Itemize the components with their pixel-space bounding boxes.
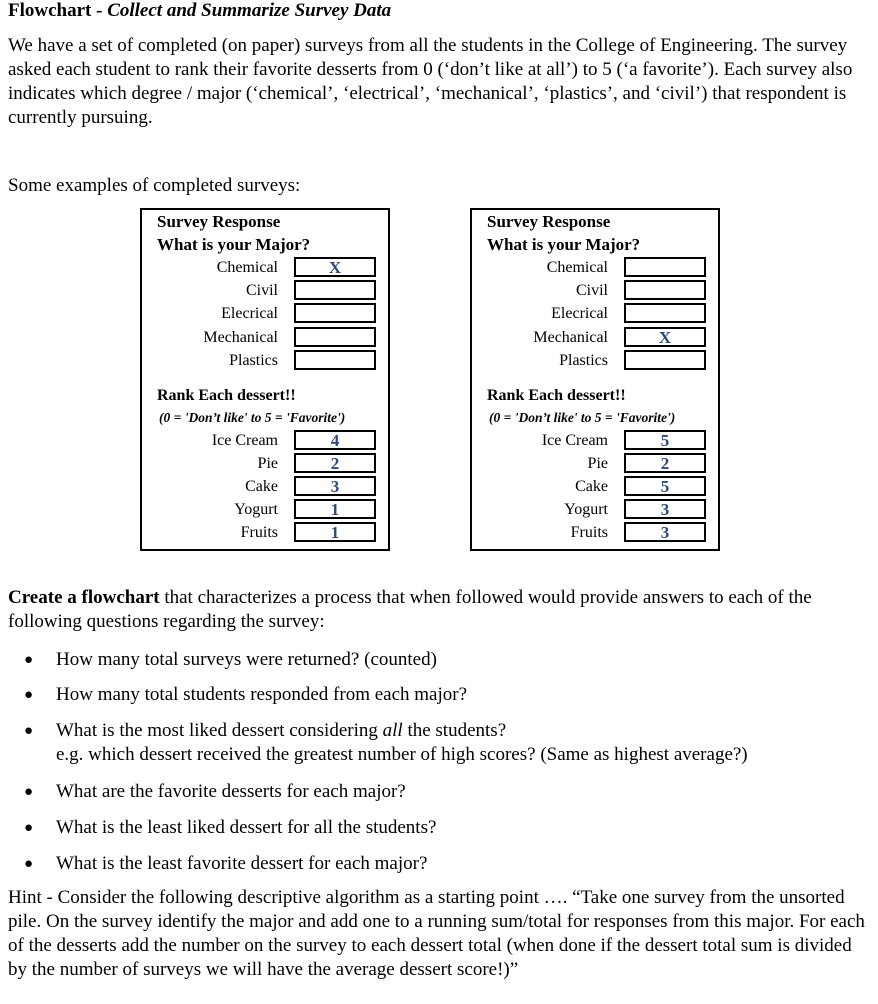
dessert-score: 3 xyxy=(294,476,376,496)
major-row xyxy=(472,280,718,303)
question-text xyxy=(56,719,748,767)
bullet-icon: ● xyxy=(24,723,34,739)
dessert-score: 3 xyxy=(624,499,706,519)
major-row xyxy=(142,327,388,350)
survey-heading: Survey Response xyxy=(157,212,281,231)
question-text: What is the least liked dessert for all the students? xyxy=(56,817,437,838)
major-label: Mechanical xyxy=(533,329,608,346)
major-row xyxy=(472,303,718,326)
major-label: Civil xyxy=(575,282,608,299)
major-label: Civil xyxy=(245,282,278,299)
dessert-label: Fruits xyxy=(240,524,278,541)
bullet-icon: ● xyxy=(24,652,34,668)
question-text: What is the least favorite dessert for each major? xyxy=(56,853,428,874)
dessert-score: 1 xyxy=(294,522,376,542)
major-row xyxy=(142,257,388,280)
dessert-label: Yogurt xyxy=(564,501,608,518)
major-checkbox: X xyxy=(294,257,376,277)
bullet-icon: ● xyxy=(24,856,34,872)
dessert-label: Yogurt xyxy=(234,501,278,518)
question-text: How many total students responded from each major? xyxy=(56,684,468,705)
instructions-text: that characterizes a process that when followed would provide answers to each of the following questions regarding the survey: xyxy=(8,587,812,632)
question-emphasis: all xyxy=(382,720,403,741)
dessert-label: Pie xyxy=(587,455,608,472)
dessert-score: 5 xyxy=(624,476,706,496)
major-row xyxy=(142,350,388,373)
dessert-label: Cake xyxy=(245,478,278,495)
bullet-icon: ● xyxy=(24,784,34,800)
question-text: How many total surveys were returned? (counted) xyxy=(56,649,437,670)
dessert-score: 2 xyxy=(624,453,706,473)
title-subtitle: Collect and Summarize Survey Data xyxy=(107,0,392,21)
dessert-row xyxy=(142,522,388,545)
major-checkbox xyxy=(294,280,376,300)
major-checkbox xyxy=(294,303,376,323)
major-row xyxy=(142,303,388,326)
major-row xyxy=(472,350,718,373)
page-title xyxy=(8,0,391,22)
dessert-label: Fruits xyxy=(570,524,608,541)
question-text: What are the favorite desserts for each major? xyxy=(56,781,406,802)
major-row xyxy=(472,327,718,350)
major-checkbox xyxy=(624,257,706,277)
dessert-label: Ice Cream xyxy=(541,432,608,449)
dessert-score: 4 xyxy=(294,430,376,450)
bullet-icon: ● xyxy=(24,820,34,836)
dessert-score: 3 xyxy=(624,522,706,542)
dessert-score: 1 xyxy=(294,499,376,519)
instructions-emphasis: Create a flowchart xyxy=(8,587,160,608)
dessert-row xyxy=(472,430,718,453)
dessert-score: 5 xyxy=(624,430,706,450)
examples-label: Some examples of completed surveys: xyxy=(8,175,301,196)
dessert-label: Pie xyxy=(257,455,278,472)
dessert-row xyxy=(142,453,388,476)
dessert-row xyxy=(142,430,388,453)
dessert-row xyxy=(142,476,388,499)
major-label: Chemical xyxy=(216,259,278,276)
major-label: Elecrical xyxy=(551,305,608,322)
major-checkbox xyxy=(624,350,706,370)
major-label: Chemical xyxy=(546,259,608,276)
dessert-label: Ice Cream xyxy=(211,432,278,449)
major-label: Elecrical xyxy=(221,305,278,322)
major-label: Plastics xyxy=(229,352,278,369)
dessert-row xyxy=(472,453,718,476)
major-checkbox xyxy=(294,327,376,347)
dessert-row xyxy=(472,522,718,545)
dessert-row xyxy=(142,499,388,522)
hint-paragraph: Hint - Consider the following descriptive algorithm as a starting point …. “Take one survey from the unsorted pile. On the survey identify the major and add one to a running sum/total for responses from this major. For each of the desserts add the number on the survey to each dessert total (when done if the dessert total sum is divided by the number of surveys we will have the average dessert score!)” xyxy=(8,887,865,980)
instructions-paragraph xyxy=(8,586,874,634)
rank-heading: Rank Each dessert!! xyxy=(157,387,296,404)
major-question: What is your Major? xyxy=(487,235,641,254)
major-label: Mechanical xyxy=(203,329,278,346)
dessert-label: Cake xyxy=(575,478,608,495)
survey-card xyxy=(470,208,720,551)
major-question: What is your Major? xyxy=(157,235,311,254)
rank-heading: Rank Each dessert!! xyxy=(487,387,626,404)
question-example: e.g. which dessert received the greatest number of high scores? (Same as highest average?) xyxy=(56,744,748,765)
rank-scale: (0 = 'Don’t like' to 5 = 'Favorite') xyxy=(489,410,676,425)
intro-paragraph: We have a set of completed (on paper) surveys from all the students in the College of Engineering. The survey asked each student to rank their favorite desserts from 0 (‘don’t like at all’) to 5 (‘a favorite’). Each survey also indicates which degree / major (‘chemical’, ‘electrical’, ‘mechanical’, ‘plastics’, and ‘civil’) that respondent is currently pursuing. xyxy=(8,35,853,128)
dessert-score: 2 xyxy=(294,453,376,473)
major-row xyxy=(142,280,388,303)
dessert-row xyxy=(472,476,718,499)
title-prefix: Flowchart - xyxy=(8,0,108,21)
rank-scale: (0 = 'Don’t like' to 5 = 'Favorite') xyxy=(159,410,346,425)
survey-card xyxy=(140,208,390,551)
major-row xyxy=(472,257,718,280)
bullet-icon: ● xyxy=(24,687,34,703)
major-checkbox: X xyxy=(624,327,706,347)
dessert-row xyxy=(472,499,718,522)
major-checkbox xyxy=(294,350,376,370)
question-text-start: What is the most liked dessert considering xyxy=(56,720,383,741)
major-checkbox xyxy=(624,303,706,323)
survey-heading: Survey Response xyxy=(487,212,611,231)
question-text-end: the students? xyxy=(402,720,507,741)
major-checkbox xyxy=(624,280,706,300)
major-label: Plastics xyxy=(559,352,608,369)
